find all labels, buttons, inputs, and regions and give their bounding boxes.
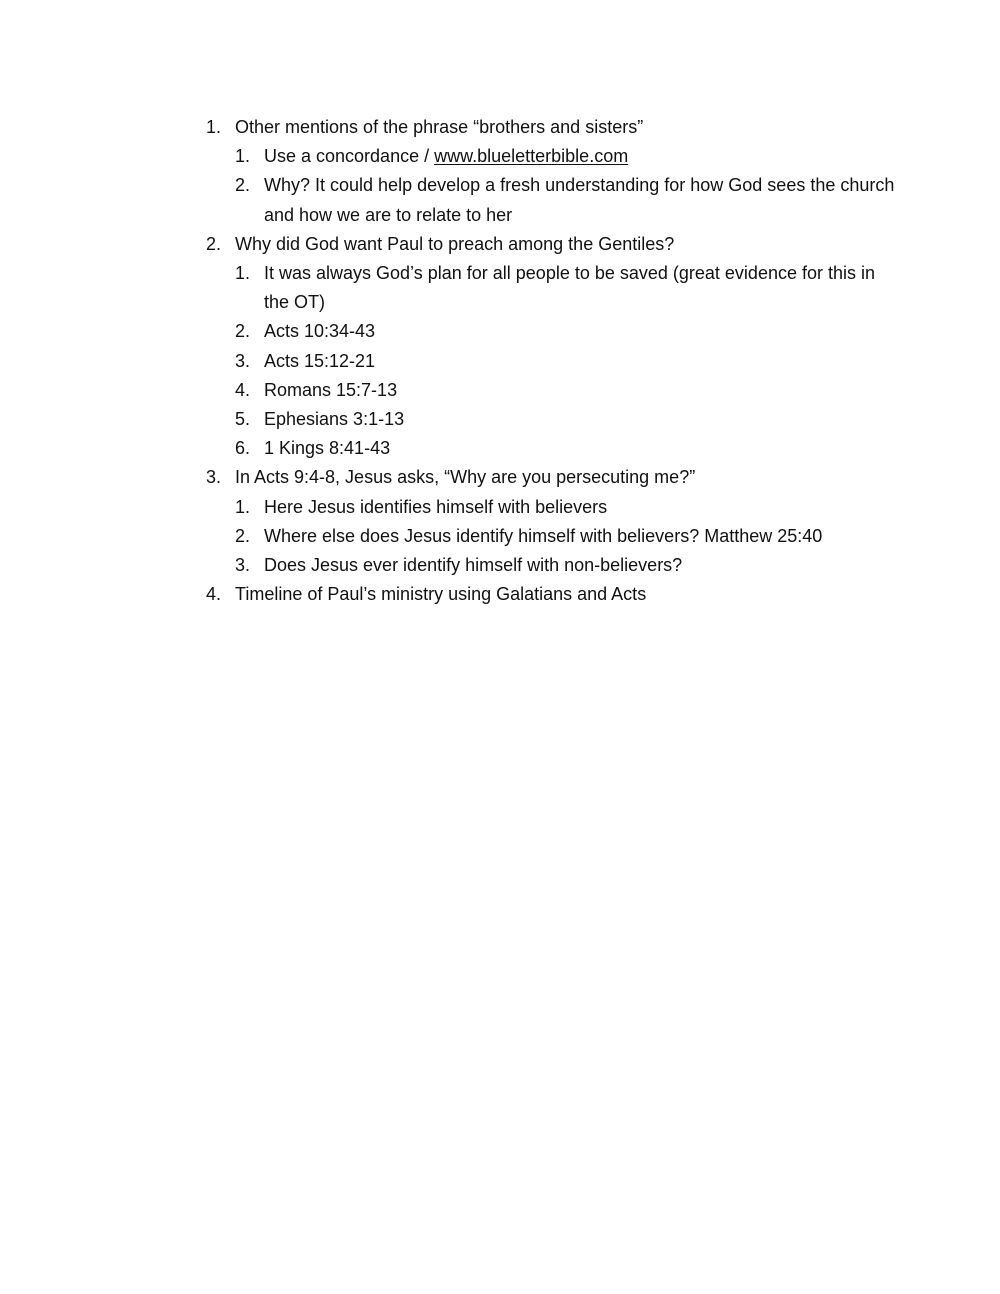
subitem-text: Where else does Jesus identify himself with believers? Matthew 25:40	[264, 525, 823, 546]
sublist-2	[235, 259, 896, 463]
sublist-1	[235, 142, 896, 230]
sublist-3	[235, 493, 896, 581]
item-text: In Acts 9:4-8, Jesus asks, “Why are you persecuting me?”	[235, 467, 696, 488]
outline-item-2-2	[235, 317, 896, 346]
outline-item-3-1	[235, 493, 896, 522]
subitem-number: 2.	[235, 525, 251, 546]
item-text: Timeline of Paul’s ministry using Galatians and Acts	[235, 584, 647, 605]
outline-item-4	[206, 580, 896, 609]
item-number: 4.	[206, 584, 222, 605]
outline-item-2-5	[235, 405, 896, 434]
subitem-number: 5.	[235, 409, 251, 430]
outline-item-1	[206, 113, 896, 230]
subitem-text: Here Jesus identifies himself with believers	[264, 496, 608, 517]
outline-item-1-2	[235, 171, 896, 229]
item-text: Why did God want Paul to preach among the Gentiles?	[235, 233, 675, 254]
subitem-number: 3.	[235, 350, 251, 371]
subitem-number: 1.	[235, 146, 251, 167]
subitem-number: 3.	[235, 555, 251, 576]
outline-item-2	[206, 230, 896, 464]
item-number: 1.	[206, 117, 222, 137]
outline-item-1-1	[235, 142, 896, 171]
outline-item-3-2	[235, 522, 896, 551]
subitem-text: Ephesians 3:1-13	[264, 409, 405, 430]
item-text: Other mentions of the phrase “brothers and sisters”	[235, 117, 644, 137]
subitem-number: 4.	[235, 379, 251, 400]
outline-item-2-4	[235, 376, 896, 405]
blueletterbible-link[interactable]: www.blueletterbible.com	[434, 146, 629, 167]
subitem-number: 6.	[235, 438, 251, 459]
subitem-number: 2.	[235, 321, 251, 342]
outline-item-2-3	[235, 347, 896, 376]
subitem-number: 1.	[235, 496, 251, 517]
outline-item-3	[206, 463, 896, 580]
outline-item-3-3	[235, 551, 896, 580]
subitem-text: Acts 15:12-21	[264, 350, 376, 371]
outline-item-2-1	[235, 259, 896, 317]
subitem-text: Acts 10:34-43	[264, 321, 376, 342]
subitem-text: Why? It could help develop a fresh understanding for how God sees the church and how we are to relate to her	[264, 175, 895, 225]
subitem-text: Does Jesus ever identify himself with non-believers?	[264, 555, 683, 576]
subitem-text: Use a concordance /	[264, 146, 435, 167]
subitem-text: It was always God’s plan for all people to be saved (great evidence for this in the OT)	[264, 263, 876, 313]
subitem-text: Romans 15:7-13	[264, 379, 398, 400]
subitem-number: 2.	[235, 175, 251, 196]
outline-item-2-6	[235, 434, 896, 463]
subitem-text: 1 Kings 8:41-43	[264, 438, 391, 459]
item-number: 3.	[206, 467, 222, 488]
item-number: 2.	[206, 233, 222, 254]
subitem-number: 1.	[235, 263, 251, 284]
study-outline	[206, 113, 896, 609]
